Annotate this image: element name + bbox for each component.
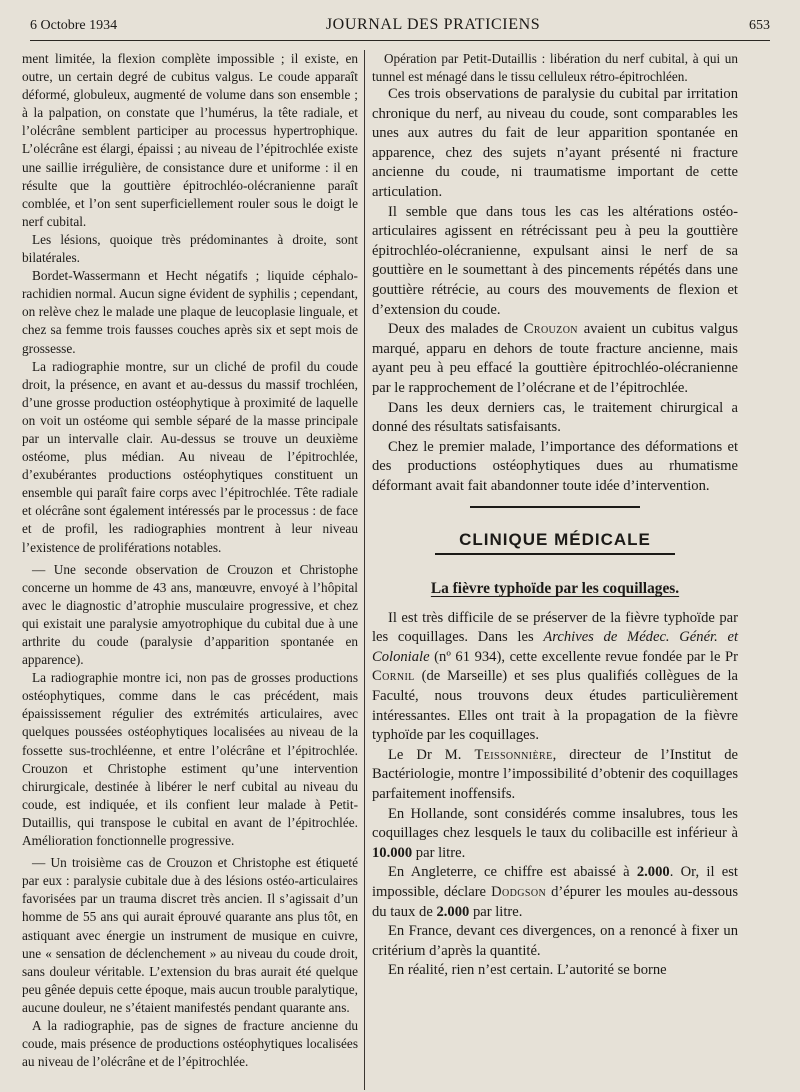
paragraph: Bordet-Wassermann et Hecht négatifs ; liquide céphalo-rachidien normal. Aucun signe évident de syphilis ; cependant, on relève chez le malade une plaque de leucoplasie linguale, et chez sa femme trois fausses couches après six et sept mois de grossesse. [22,268,358,356]
author-name: Teissonnière [474,746,553,763]
text-run: d’épurer les moules au-dessous du taux de [372,883,738,920]
paragraph: Chez le premier malade, l’importance des déformations et des productions ostéophytiques dues au rhumatisme déformant avait fait abandonner toute idée d’intervention. [372,438,738,494]
issue-date: 6 Octobre 1934 [30,18,118,33]
text-run: , directeur de l’Institut de Bactériologie, montre l’impossibilité d’obtenir des coquillages parfaitement inoffensifs. [372,746,738,802]
journal-reference: Archives de Médec. Génér. et Coloniale [372,629,739,665]
paragraph: Il semble que dans tous les cas les altérations ostéo-articulaires agissent en rétrécissant peu à peu la gouttière épitrochléo-olécranienne, expulsant ainsi le nerf de sa gouttière en le soumettant à des pincements répétés dans une gouttière rétrécie, au cours des mouvements de flexion et d’extension du coude. [372,203,738,318]
paragraph [372,863,738,922]
paragraph [372,746,738,805]
paragraph: En réalité, rien n’est certain. L’autorité se borne [388,962,667,979]
text-run: Deux des malades de [388,321,524,338]
text-run: par litre. [469,903,523,920]
paragraph: En France, devant ces divergences, on a renoncé à fixer un critérium d’après la quantité. [372,923,738,959]
paragraph: — Un troisième cas de Crouzon et Christophe est étiqueté par eux : paralysie cubitale due à des lésions ostéo-articulaires favorisées par un trauma discret très ancien. Il s’agissait d’un homme de 55 ans qui aurait éprouvé quarante ans plus tôt, en astiquant avec énergie un instrument de musique en cuivre, une « sensation de déclenchement » au niveau du coude droit, sans douleur véritable. L’extension du bras aurait été quelque peu gênée depuis cette époque, mais aucun trouble paralytique, aucune douleur, ne s’étaient manifestés pendant quarante ans. [22,855,358,1015]
right-column [372,50,738,981]
paragraph: ment limitée, la flexion complète impossible ; il existe, en outre, un certain degré de cubitus valgus. Le coude apparaît déformé, globuleux, augmenté de volume dans son ensemble ; à la palpation, on constate que l’humérus, la tête radiale, et l’olécrâne semblent participer au processus hypertrophique. L’olécrâne est élargi, épaissi ; au niveau de l’épitrochlée existe une saillie irrégulière, de consistance dure et uniforme : il en résulte que la gouttière épitrochléo-olécranienne paraît comblée, et l’on sent superficiellement rouler sous le doigt le nerf cubital. [22,51,358,229]
section-title: CLINIQUE MÉDICALE [435,530,675,555]
section-separator [470,506,640,508]
paragraph [372,320,738,398]
left-column [22,50,358,1071]
article-title: La fièvre typhoïde par les coquillages. [430,580,680,598]
page-number: 653 [749,18,770,33]
text-run: (nº 61 934), cette excellente revue fondée par le Pr [429,648,738,665]
paragraph: — Une seconde observation de Crouzon et Christophe concerne un homme de 43 ans, manœuvre, envoyé à l’hôpital avec le diagnostic d’atrophie musculaire progressive, et chez qui existait une paralysie amyotrophique du cubital due à une arthrite du coude (paralysie d’apparition spontanée en apparence). [22,561,358,668]
page-header [30,16,770,41]
text-run: Il est très difficile de se préserver de la fièvre typhoïde par les coquillages. Dans les [372,609,738,646]
text-run: (de Marseille) et ses plus qualifiés collègues de la Faculté, nous trouvons deux études particulièrement intéressantes. Elles ont trait à la propagation de la fièvre typhoïde par les coquillages. [372,668,738,744]
paragraph: La radiographie montre, sur un cliché de profil du coude droit, la présence, en avant et au-dessus du massif trochléen, d’une grosse production ostéophytique à proximité de laquelle on voit un ostéome qui semble séparé de la masse principale par un intervalle clair. Au-dessus se trouve un deuxième ostéome, plus médian. Au niveau de l’épitrochlée, d’exubérantes productions ostéophytiques constituent un ensemble qui paraît faire corps avec l’épitrochlée. Tête radiale et olécrâne sont également intéressés par le processus : de face et de profil, les radiographies montrent à leur niveau l’existence de proliférations notables. [22,358,358,555]
author-name: Cornil [372,668,415,685]
author-name: Crouzon [523,321,578,338]
bold-number: 2.000 [436,903,470,920]
text-run: par litre. [412,844,466,861]
text-run: avaient un cubitus valgus marqué, apparu en dehors de toute fracture ancienne, mais ayant peu à peu effacé la gouttière épitrochléo-olécranienne par le rapprochement de l’olécrane et de l’épitrochlée. [372,321,738,396]
journal-title: JOURNAL DES PRATICIENS [325,16,541,33]
paragraph: Ces trois observations de paralysie du cubital par irritation chronique du nerf, au niveau du coude, sont comparables les unes aux autres du fait de leur apparition spontanée en apparence, chez des sujets n’ayant présenté ni fracture ancienne du coude, ni traumatisme important de cette articulation. [372,86,738,200]
paragraph [372,805,738,864]
bold-number: 2.000 [636,864,670,881]
paragraph [372,609,738,746]
paragraph: La radiographie montre ici, non pas de grosses productions ostéophytiques, comme dans le cas précédent, mais épaississement régulier des extrémités articulaires, avec quelques poussées ostéophytiques localisées au niveau de la fossette sus-trochléenne, et entre l’olécrâne et l’épitrochlée. Crouzon et Christophe estiment qu’une intervention chirurgicale, destinée à libérer le nerf cubital au niveau du coude, est indiquée, et ils confient leur malade à Petit-Dutaillis, qui transpose le cubital en avant de l’épitrochlée. Amélioration fonctionnelle progressive. [22,670,358,849]
operation-note: Opération par Petit-Dutaillis : libération du nerf cubital, à qui un tunnel est ménagé dans le tissu celluleux rétro-épitrochléen. [372,51,738,84]
text-run: En Hollande, sont considérés comme insalubres, tous les coquillages chez lesquels le taux du colibacille est inférieur à [372,805,738,842]
author-name: Dodgson [491,883,547,900]
paragraph: Les lésions, quoique très prédominantes à droite, sont bilatérales. [22,231,358,266]
text-run: En Angleterre, ce chiffre est abaissé à [388,864,637,881]
text-run: . Or, il est impossible, déclare [372,864,738,900]
text-run: Le Dr M. [388,746,475,763]
paragraph: A la radiographie, pas de signes de fracture ancienne du coude, mais présence de productions ostéophytiques localisées au niveau de l’olécrâne et de l’épitrochlée. [22,1017,358,1070]
paragraph: Dans les deux derniers cas, le traitement chirurgical a donné des résultats satisfaisants. [372,399,738,436]
bold-number: 10.000 [372,844,413,861]
column-divider [364,50,365,1090]
